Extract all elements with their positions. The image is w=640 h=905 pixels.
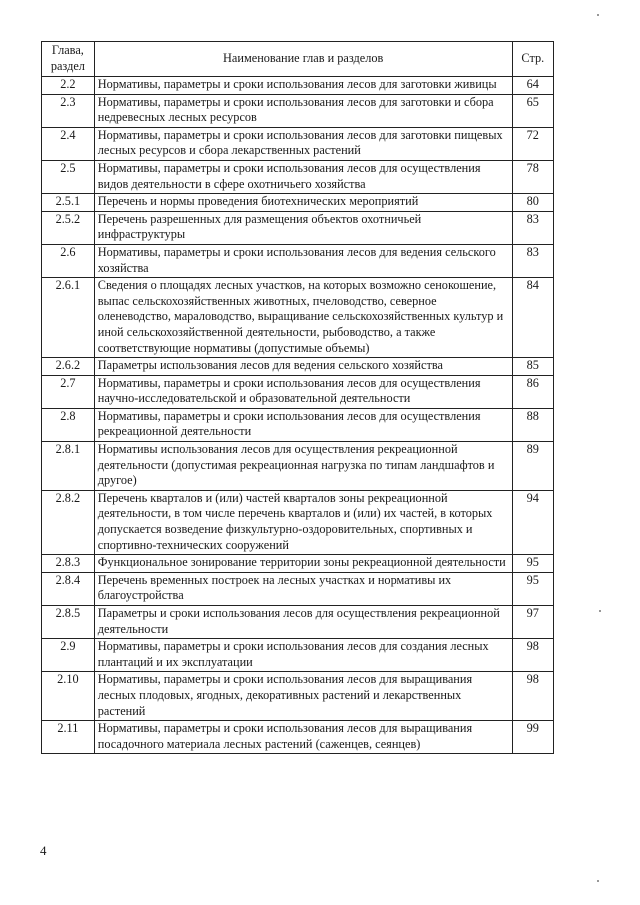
section-number: 2.9 [42, 639, 95, 672]
section-title: Перечень временных построек на лесных участках и нормативы их благоустройства [94, 572, 512, 605]
section-page: 95 [512, 555, 553, 573]
scan-speck [599, 610, 601, 612]
table-row [42, 194, 554, 212]
page-number: 4 [40, 843, 47, 858]
section-number: 2.7 [42, 375, 95, 408]
section-title: Перечень и нормы проведения биотехнических мероприятий [94, 194, 512, 212]
table-row [42, 278, 554, 358]
section-number: 2.11 [42, 721, 95, 754]
section-number: 2.8 [42, 408, 95, 441]
section-title: Сведения о площадях лесных участков, на которых возможно сенокошение, выпас сельскохозяйственных животных, пчеловодство, северное оленеводство, мараловодство, выращивание сельскохозяйственных культур и иной сельскохозяйственной деятельности, рыбоводство, а также соответствующие нормативы (допустимые объемы) [94, 278, 512, 358]
section-page: 83 [512, 211, 553, 244]
scan-speck [597, 14, 599, 16]
section-page: 64 [512, 77, 553, 95]
table-row [42, 555, 554, 573]
section-number: 2.10 [42, 672, 95, 721]
section-page: 78 [512, 160, 553, 193]
table-row [42, 442, 554, 491]
section-number: 2.8.3 [42, 555, 95, 573]
section-number: 2.2 [42, 77, 95, 95]
section-title: Функциональное зонирование территории зоны рекреационной деятельности [94, 555, 512, 573]
section-number: 2.5.1 [42, 194, 95, 212]
table-row [42, 211, 554, 244]
section-title: Нормативы, параметры и сроки использования лесов для осуществления видов деятельности в сфере охотничьего хозяйства [94, 160, 512, 193]
table-row [42, 572, 554, 605]
table-row [42, 160, 554, 193]
section-number: 2.8.2 [42, 490, 95, 554]
header-section-number: Глава, раздел [42, 42, 95, 77]
table-row [42, 408, 554, 441]
section-number: 2.8.4 [42, 572, 95, 605]
section-title: Нормативы, параметры и сроки использования лесов для ведения сельского хозяйства [94, 244, 512, 277]
section-page: 89 [512, 442, 553, 491]
table-of-contents [41, 41, 554, 754]
scan-speck [597, 880, 599, 882]
section-page: 86 [512, 375, 553, 408]
section-title: Параметры использования лесов для ведения сельского хозяйства [94, 358, 512, 376]
section-title: Нормативы, параметры и сроки использования лесов для заготовки живицы [94, 77, 512, 95]
section-title: Нормативы, параметры и сроки использования лесов для выращивания посадочного материала лесных растений (саженцев, сеянцев) [94, 721, 512, 754]
section-number: 2.8.5 [42, 606, 95, 639]
section-page: 85 [512, 358, 553, 376]
section-page: 97 [512, 606, 553, 639]
section-page: 95 [512, 572, 553, 605]
table-row [42, 606, 554, 639]
table-header-row [42, 42, 554, 77]
section-page: 98 [512, 639, 553, 672]
section-title: Нормативы, параметры и сроки использования лесов для заготовки и сбора недревесных лесных ресурсов [94, 94, 512, 127]
section-page: 84 [512, 278, 553, 358]
section-number: 2.3 [42, 94, 95, 127]
table-row [42, 127, 554, 160]
section-page: 83 [512, 244, 553, 277]
section-page: 80 [512, 194, 553, 212]
section-page: 99 [512, 721, 553, 754]
table-row [42, 77, 554, 95]
table-body [42, 77, 554, 754]
section-title: Перечень кварталов и (или) частей кварталов зоны рекреационной деятельности, в том числе перечень кварталов и (или) их частей, в которых допускается возведение физкультурно-оздоровительных, спортивных и спортивно-технических сооружений [94, 490, 512, 554]
section-page: 94 [512, 490, 553, 554]
table-row [42, 94, 554, 127]
section-number: 2.6 [42, 244, 95, 277]
section-number: 2.6.2 [42, 358, 95, 376]
section-title: Нормативы, параметры и сроки использования лесов для осуществления рекреационной деятельности [94, 408, 512, 441]
section-title: Нормативы использования лесов для осуществления рекреационной деятельности (допустимая рекреационная нагрузка по типам ландшафтов и другое) [94, 442, 512, 491]
section-number: 2.4 [42, 127, 95, 160]
section-page: 65 [512, 94, 553, 127]
section-page: 98 [512, 672, 553, 721]
header-page-number: Стр. [512, 42, 553, 77]
table-row [42, 375, 554, 408]
header-section-title: Наименование глав и разделов [94, 42, 512, 77]
table-row [42, 639, 554, 672]
table-row [42, 721, 554, 754]
section-number: 2.5.2 [42, 211, 95, 244]
section-title: Нормативы, параметры и сроки использования лесов для осуществления научно-исследовательской и образовательной деятельности [94, 375, 512, 408]
section-page: 88 [512, 408, 553, 441]
section-title: Нормативы, параметры и сроки использования лесов для создания лесных плантаций и их эксплуатации [94, 639, 512, 672]
table-row [42, 672, 554, 721]
table-row [42, 490, 554, 554]
section-number: 2.8.1 [42, 442, 95, 491]
table-row [42, 244, 554, 277]
section-title: Нормативы, параметры и сроки использования лесов для заготовки пищевых лесных ресурсов и сбора лекарственных растений [94, 127, 512, 160]
section-number: 2.6.1 [42, 278, 95, 358]
table-row [42, 358, 554, 376]
section-number: 2.5 [42, 160, 95, 193]
section-title: Нормативы, параметры и сроки использования лесов для выращивания лесных плодовых, ягодных, декоративных растений и лекарственных растений [94, 672, 512, 721]
section-page: 72 [512, 127, 553, 160]
section-title: Параметры и сроки использования лесов для осуществления рекреационной деятельности [94, 606, 512, 639]
section-title: Перечень разрешенных для размещения объектов охотничьей инфраструктуры [94, 211, 512, 244]
